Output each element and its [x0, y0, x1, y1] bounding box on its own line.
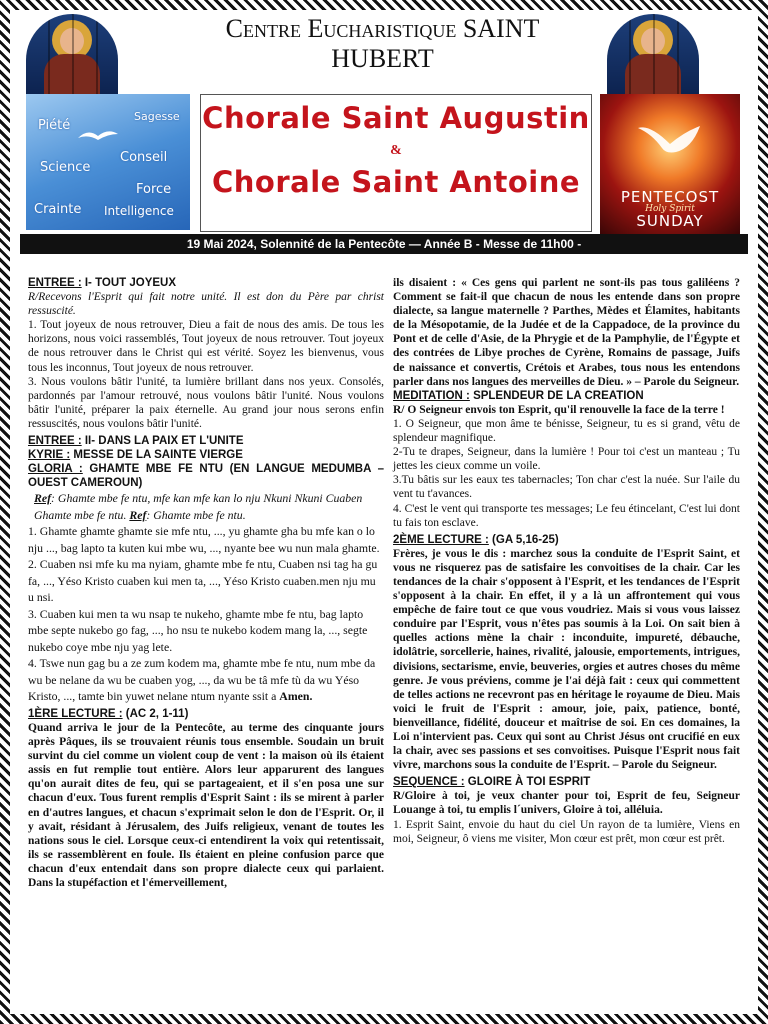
meditation-verse-1: 1. O Seigneur, que mon âme te bénisse, Seigneur, tu es si grand, vêtu de splendeur magnifique.	[393, 417, 740, 445]
stained-glass-image-left	[26, 14, 118, 94]
gloria-heading: GLORIA : GHAMTE MBE FE NTU (EN LANGUE MEDUMBA – OUEST CAMEROUN)	[28, 463, 384, 490]
meditation-refrain: R/ O Seigneur envois ton Esprit, qu'il renouvelle la face de la terre !	[393, 403, 725, 416]
bird-icon	[78, 128, 118, 144]
gift-label: Force	[136, 182, 172, 197]
dove-icon	[636, 122, 704, 162]
sequence-refrain: R/Gloire à toi, je veux chanter pour toi, Esprit de feu, Seigneur Louange à toi, tu emplis l´univers, Gloire à toi, alléluia.	[393, 790, 740, 817]
ampersand: &	[390, 143, 402, 158]
lecture1-heading: 1ÈRE LECTURE : (AC 2, 1-11)	[28, 707, 189, 720]
sunday-text: SUNDAY	[636, 212, 704, 230]
gloria-verse-4: 4. Tswe nun gag bu a ze zum kodem ma, ghamte mbe fe ntu, num mbe da wu be nelane da wu be cuaben yog, ..., da wu be tâ mfe tù da wu Yéso Kristo, ..., tamte bin yuwet nelane ntum nyante ssit a Amen.	[28, 656, 376, 704]
choir-title-augustin: Chorale Saint Augustin	[202, 101, 590, 135]
centre-title-line2: HUBERT	[331, 44, 434, 73]
kyrie-heading: KYRIE : MESSE DE LA SAINTE VIERGE	[28, 449, 243, 462]
gift-label: Crainte	[34, 202, 82, 217]
gloria-verse-2: 2. Cuaben nsi mfe ku ma nyiam, ghamte mbe fe ntu, Cuaben nsi tag ha gu fa, ..., Yéso Kristo cuaben kui men ta, ..., Yéso Kristo cuaben.men nju mu u nsi.	[28, 557, 378, 605]
choir-title-box	[200, 94, 592, 232]
entree2-heading: ENTREE : II- DANS LA PAIX ET L'UNITE	[28, 435, 244, 448]
date-bar: 19 Mai 2024, Solennité de la Pentecôte — Année B - Messe de 11h00 -	[20, 234, 748, 254]
meditation-verse-3: 3.Tu bâtis sur les eaux tes tabernacles; Ton char c'est la nuée. Sur l'aile du vent tu t'avances.	[393, 474, 740, 501]
centre-title	[150, 14, 615, 84]
gift-label: Sagesse	[134, 110, 180, 123]
entree-heading: ENTREE : I- TOUT JOYEUX	[28, 277, 177, 289]
sequence-verse-1: 1. Esprit Saint, envoie du haut du ciel Un rayon de ta lumière, Viens en moi, Seigneur, ô viens me visiter, Mon cœur est prêt, mon cœur est prêt.	[393, 818, 740, 845]
lecture2-heading: 2ÈME LECTURE : (GA 5,16-25)	[393, 533, 559, 546]
choir-title-antoine: Chorale Saint Antoine	[211, 165, 581, 199]
meditation-heading: MEDITATION : SPLENDEUR DE LA CREATION	[393, 389, 644, 402]
gift-label: Conseil	[120, 150, 168, 165]
gloria-verse-3: 3. Cuaben kui men ta wu nsap te nukeho, ghamte mbe fe ntu, bag lapto mbe septe nukebo go fag, ..., ho nsu te nukebo kodem mang la, ..., segte nukebo coye mbe nju yag lete.	[28, 606, 368, 654]
gloria-refrain: Ref: Ghamte mbe fe ntu, mfe kan mfe kan lo nju Nkuni Nkuni Cuaben Ghamte mbe fe ntu. Ref: Ghamte mbe fe ntu.	[34, 491, 363, 522]
holy-spirit-text: Holy Spirit	[645, 204, 695, 214]
meditation-verse-4: 4. C'est le vent qui transporte tes messages; Le feu étincelant, C'est lui dont tu fais ton esclave.	[393, 502, 740, 529]
lecture2-text: Frères, je vous le dis : marchez sous la conduite de l'Esprit Saint, et vous ne risquerez pas de satisfaire les convoitises de la chair. Car les tendances de la chair s'opposent à l'Esprit, et les tendances de l'Esprit s'opposent à la chair. En effet, il y a là un affrontement qui vous empêche de faire tout ce que vous voudriez. Mais si vous vous laissez conduire par l'Esprit, vous n'êtes pas soumis à la Loi. On sait bien à quelles actions mène la chair : inconduite, impureté, débauche, idolâtrie, sorcellerie, haines, rivalité, jalousie, emportements, intrigues, divisions, sectarisme, envie, beuveries, orgies et autres choses du même genre. Je vous préviens, comme je l'ai déjà fait : ceux qui commettent de telles actions ne recevront pas en héritage le royaume de Dieu. Mais voici le fruit de l'Esprit : amour, joie, paix, patience, bonté, bienveillance, fidélité, douceur et maîtrise de soi. En ces domaines, la Loi n'intervient pas. Ceux qui sont au Christ Jésus ont crucifié en eux la chair, avec ses passions et ses convoitises. Puisque l'Esprit nous fait vivre, marchons sous la conduite de l'Esprit. – Parole du Seigneur.	[393, 547, 740, 772]
gloria-verse-1: 1. Ghamte ghamte ghamte sie mfe ntu, ..., yu ghamte gha bu mfe kan o lo nju ..., bag lapto ta kuten kui mbe wu, ..., nyante bee wu nun mala ghamte.	[28, 524, 380, 555]
gift-label: Intelligence	[104, 204, 174, 218]
right-column	[393, 276, 740, 846]
sequence-heading: SEQUENCE : GLOIRE À TOI ESPRIT	[393, 776, 591, 789]
entree-verse-1: 1. Tout joyeux de nous retrouver, Dieu a fait de nous des amis. De tous les horizons, nous voici rassemblés, Tout joyeux de nous retrouver. Tout joyeux de nous retrouver dans le Christ qui est vérité. Soyez les bienvenus, vous tous les inconnus, Tout joyeux de nous retrouver.	[28, 319, 384, 374]
meditation-verse-2: 2-Tu te drapes, Seigneur, dans la lumière ! Pour toi c'est un manteau ; Tu jettes les cieux comme un voile.	[393, 446, 740, 473]
entree-refrain: R/Recevons l'Esprit qui fait notre unité. Il est don du Père par christ ressuscité.	[28, 291, 384, 318]
lecture1-continued: ils disaient : « Ces gens qui parlent ne sont-ils pas tous galiléens ? Comment se fait-il que chacun de nous les entende dans son propre dialecte, sa langue maternelle ? Parthes, Mèdes et Élamites, habitants de la Mésopotamie, de la Judée et de la Cappadoce, de la province du Pont et de celle d'Asie, de la Phrygie et de la Pamphylie, de l'Égypte et des contrées de Libye proches de Cyrène, Romains de passage, Juifs de naissance et convertis, Crétois et Arabes, tous nous les entendons parler dans nos langues des merveilles de Dieu. » – Parole du Seigneur.	[393, 277, 740, 388]
centre-title-line1: Centre Eucharistique SAINT	[225, 14, 540, 43]
pentecost-text: PENTECOST	[620, 188, 720, 206]
entree-verse-3: 3. Nous voulons bâtir l'unité, ta lumière brillant dans nos yeux. Consolés, pardonnés par l'amour retrouvé, nous voulons bâtir l'unité. Nous voulons bâtir l'unité, préparer la paix éternelle. Au grand jour nous serons enfin ressuscités, nous voulons bâtir l'unité.	[28, 375, 384, 430]
pentecost-image	[600, 94, 740, 234]
left-column	[28, 276, 384, 890]
gift-label: Piété	[38, 118, 71, 133]
gifts-of-spirit-image	[26, 94, 190, 230]
gift-label: Science	[40, 160, 91, 175]
lecture1-text: Quand arriva le jour de la Pentecôte, au terme des cinquante jours après Pâques, ils se trouvaient réunis tous ensemble. Soudain un bruit survint du ciel comme un violent coup de vent : la maison où ils étaient assis en fut remplie tout entière. Alors leur apparurent des langues qu'on aurait dites de feu, qui se partageaient, et il s'en posa une sur chacun d'eux. Tous furent remplis d'Esprit Saint : ils se mirent à parler en d'autres langues, et chacun s'exprimait selon le don de l'Esprit. Or, il y avait, résidant à Jérusalem, des Juifs religieux, venant de toutes les nations sous le ciel. Lorsque ceux-ci entendirent la voix qui retentissait, ils se rassemblèrent en foule. Ils étaient en pleine confusion parce que chacun d'eux entendait dans son propre dialecte ceux qui parlaient. Dans la stupéfaction et l'émerveillement,	[28, 722, 384, 890]
stained-glass-image-right	[607, 14, 699, 94]
